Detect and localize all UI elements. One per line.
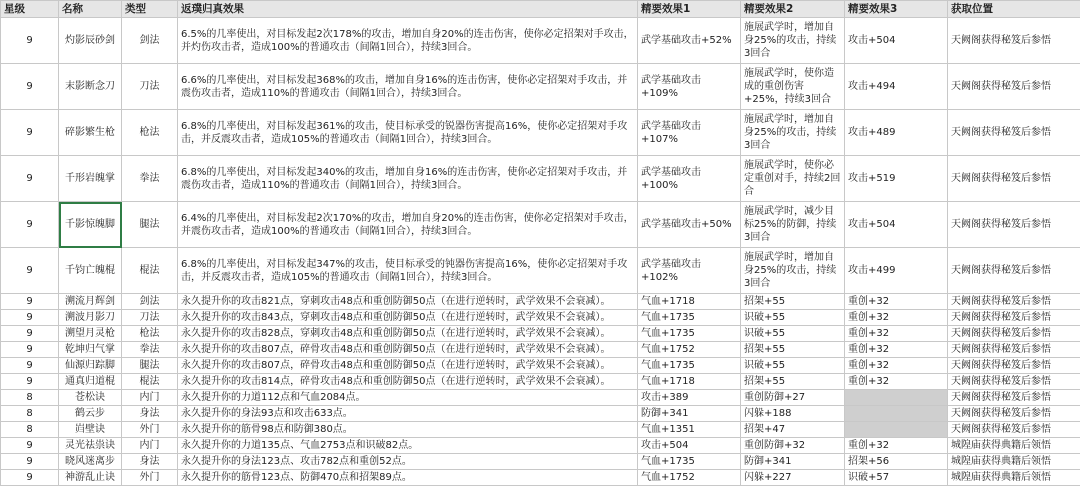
cell-e3[interactable]: 攻击+494 — [845, 64, 948, 110]
cell-location[interactable]: 城隍庙获得典籍后领悟 — [948, 454, 1080, 470]
cell-e3[interactable]: 重创+32 — [845, 342, 948, 358]
cell-e2[interactable]: 施展武学时，使你必定重创对手，持续2回合 — [741, 156, 845, 202]
cell-name[interactable]: 溯波月影刀 — [59, 310, 122, 326]
cell-effect[interactable]: 永久提升你的筋骨98点和防御380点。 — [178, 422, 638, 438]
cell-e1[interactable]: 气血+1735 — [638, 358, 741, 374]
cell-star[interactable]: 9 — [1, 470, 59, 486]
cell-name[interactable]: 乾坤归气掌 — [59, 342, 122, 358]
cell-e3[interactable]: 重创+32 — [845, 438, 948, 454]
table-row — [1, 310, 1080, 326]
cell-e2[interactable]: 识破+55 — [741, 310, 845, 326]
cell-effect[interactable]: 永久提升你的攻击814点，碎骨攻击48点和重创防御50点（在进行逆转时，武学效果不会衰减）。 — [178, 374, 638, 390]
header-effect[interactable]: 返璞归真效果 — [178, 1, 638, 18]
cell-name[interactable]: 溯流月辉剑 — [59, 294, 122, 310]
cell-e1[interactable]: 防御+341 — [638, 406, 741, 422]
cell-name[interactable]: 岿壁诀 — [59, 422, 122, 438]
cell-location[interactable]: 天阙阁获得秘笈后参悟 — [948, 202, 1080, 248]
cell-e1[interactable]: 武学基础攻击+102% — [638, 248, 741, 294]
cell-effect[interactable]: 永久提升你的筋骨123点、防御470点和招架89点。 — [178, 470, 638, 486]
cell-e1[interactable]: 气血+1752 — [638, 470, 741, 486]
cell-e3[interactable] — [845, 422, 948, 438]
cell-name[interactable]: 碎影繁生枪 — [59, 110, 122, 156]
cell-name[interactable]: 鹤云步 — [59, 406, 122, 422]
cell-star[interactable]: 9 — [1, 438, 59, 454]
cell-type[interactable]: 外门 — [122, 470, 178, 486]
cell-name[interactable]: 灼影辰砂剑 — [59, 18, 122, 64]
cell-effect[interactable]: 6.4%的几率使出，对目标发起2次170%的攻击，增加自身20%的连击伤害，使你必定招架对手攻击，并震伤攻击者，造成100%的普通攻击（间隔1回合），持续3回合。 — [178, 202, 638, 248]
cell-e1[interactable]: 气血+1735 — [638, 310, 741, 326]
cell-e2[interactable]: 防御+341 — [741, 454, 845, 470]
cell-type[interactable]: 枪法 — [122, 110, 178, 156]
cell-star[interactable]: 9 — [1, 326, 59, 342]
cell-e3[interactable]: 攻击+504 — [845, 202, 948, 248]
cell-type[interactable]: 枪法 — [122, 326, 178, 342]
cell-location[interactable]: 天阙阁获得秘笈后参悟 — [948, 358, 1080, 374]
cell-name[interactable]: 苍松诀 — [59, 390, 122, 406]
cell-star[interactable]: 9 — [1, 248, 59, 294]
cell-location[interactable]: 天阙阁获得秘笈后参悟 — [948, 18, 1080, 64]
cell-e3[interactable]: 攻击+504 — [845, 18, 948, 64]
cell-name[interactable]: 仙源归踪脚 — [59, 358, 122, 374]
cell-e1[interactable]: 攻击+389 — [638, 390, 741, 406]
cell-e3[interactable]: 攻击+499 — [845, 248, 948, 294]
cell-e3[interactable] — [845, 406, 948, 422]
cell-location[interactable]: 城隍庙获得典籍后领悟 — [948, 470, 1080, 486]
cell-e3[interactable]: 攻击+489 — [845, 110, 948, 156]
cell-e2[interactable]: 施展武学时，增加自身25%的攻击，持续3回合 — [741, 110, 845, 156]
table-row — [1, 470, 1080, 486]
cell-star[interactable]: 8 — [1, 422, 59, 438]
cell-location[interactable]: 天阙阁获得秘笈后参悟 — [948, 390, 1080, 406]
cell-location[interactable]: 天阙阁获得秘笈后参悟 — [948, 422, 1080, 438]
table-row — [1, 406, 1080, 422]
cell-e1[interactable]: 气血+1351 — [638, 422, 741, 438]
table-row — [1, 374, 1080, 390]
cell-effect[interactable]: 永久提升你的力道135点、气血2753点和识破82点。 — [178, 438, 638, 454]
cell-location[interactable]: 城隍庙获得典籍后领悟 — [948, 438, 1080, 454]
cell-e2[interactable]: 招架+47 — [741, 422, 845, 438]
cell-effect[interactable]: 永久提升你的攻击843点，穿刺攻击48点和重创防御50点（在进行逆转时，武学效果不会衰减）。 — [178, 310, 638, 326]
cell-type[interactable]: 剑法 — [122, 294, 178, 310]
cell-e3[interactable]: 重创+32 — [845, 374, 948, 390]
cell-e1[interactable]: 武学基础攻击+100% — [638, 156, 741, 202]
cell-type[interactable]: 刀法 — [122, 310, 178, 326]
cell-e2[interactable]: 招架+55 — [741, 294, 845, 310]
cell-name[interactable]: 灵光祛祟诀 — [59, 438, 122, 454]
cell-type[interactable]: 剑法 — [122, 18, 178, 64]
cell-name[interactable]: 千钧亡魄棍 — [59, 248, 122, 294]
cell-e1[interactable]: 气血+1735 — [638, 326, 741, 342]
cell-effect[interactable]: 永久提升你的攻击821点，穿刺攻击48点和重创防御50点（在进行逆转时，武学效果不会衰减）。 — [178, 294, 638, 310]
cell-e2[interactable]: 施展武学时，减少目标25%的防御，持续3回合 — [741, 202, 845, 248]
cell-type[interactable]: 腿法 — [122, 358, 178, 374]
cell-e1[interactable]: 武学基础攻击+107% — [638, 110, 741, 156]
cell-type[interactable]: 身法 — [122, 406, 178, 422]
table-row — [1, 202, 1080, 248]
cell-e2[interactable]: 施展武学时，增加自身25%的攻击，持续3回合 — [741, 248, 845, 294]
cell-e1[interactable]: 攻击+504 — [638, 438, 741, 454]
table-row — [1, 390, 1080, 406]
cell-location[interactable]: 天阙阁获得秘笈后参悟 — [948, 64, 1080, 110]
cell-effect[interactable]: 永久提升你的攻击828点，穿刺攻击48点和重创防御50点（在进行逆转时，武学效果不会衰减）。 — [178, 326, 638, 342]
cell-effect[interactable]: 永久提升你的攻击807点，碎骨攻击48点和重创防御50点（在进行逆转时，武学效果不会衰减）。 — [178, 342, 638, 358]
cell-e1[interactable]: 武学基础攻击+50% — [638, 202, 741, 248]
cell-effect[interactable]: 永久提升你的力道112点和气血2084点。 — [178, 390, 638, 406]
table-row — [1, 18, 1080, 64]
cell-name[interactable]: 末影断念刀 — [59, 64, 122, 110]
table-row — [1, 342, 1080, 358]
cell-e3[interactable]: 重创+32 — [845, 358, 948, 374]
table-row — [1, 64, 1080, 110]
header-type[interactable]: 类型 — [122, 1, 178, 18]
cell-e3[interactable]: 招架+56 — [845, 454, 948, 470]
table-row — [1, 156, 1080, 202]
cell-e3[interactable]: 识破+57 — [845, 470, 948, 486]
header-location[interactable]: 获取位置 — [948, 1, 1080, 18]
cell-name[interactable]: 千影惊魄脚 — [59, 202, 122, 248]
cell-e2[interactable]: 重创防御+32 — [741, 438, 845, 454]
cell-effect[interactable]: 永久提升你的身法123点、攻击782点和重创52点。 — [178, 454, 638, 470]
cell-effect[interactable]: 6.8%的几率使出，对目标发起347%的攻击，使目标承受的钝器伤害提高16%，使你必定招架对手攻击，并反震攻击者，造成105%的普通攻击（间隔1回合），持续3回合。 — [178, 248, 638, 294]
cell-star[interactable]: 9 — [1, 454, 59, 470]
cell-star[interactable]: 9 — [1, 342, 59, 358]
cell-e3[interactable]: 重创+32 — [845, 326, 948, 342]
cell-effect[interactable]: 6.6%的几率使出，对目标发起368%的攻击，增加自身16%的连击伤害，使你必定招架对手攻击，并震伤攻击者，造成110%的普通攻击（间隔1回合），持续3回合。 — [178, 64, 638, 110]
table-row — [1, 326, 1080, 342]
table-row — [1, 454, 1080, 470]
table-row — [1, 422, 1080, 438]
cell-name[interactable]: 通真归道棍 — [59, 374, 122, 390]
cell-location[interactable]: 天阙阁获得秘笈后参悟 — [948, 294, 1080, 310]
cell-e2[interactable]: 招架+55 — [741, 374, 845, 390]
cell-e1[interactable]: 气血+1718 — [638, 294, 741, 310]
cell-e2[interactable]: 识破+55 — [741, 326, 845, 342]
cell-star[interactable]: 9 — [1, 110, 59, 156]
cell-name[interactable]: 溯望月灵枪 — [59, 326, 122, 342]
header-name[interactable]: 名称 — [59, 1, 122, 18]
cell-type[interactable]: 棍法 — [122, 248, 178, 294]
cell-e2[interactable]: 识破+55 — [741, 358, 845, 374]
cell-location[interactable]: 天阙阁获得秘笈后参悟 — [948, 406, 1080, 422]
table-row — [1, 438, 1080, 454]
cell-type[interactable]: 刀法 — [122, 64, 178, 110]
cell-e2[interactable]: 施展武学时，使你造成的重创伤害+25%，持续3回合 — [741, 64, 845, 110]
cell-star[interactable]: 8 — [1, 390, 59, 406]
cell-name[interactable]: 千形岩魄掌 — [59, 156, 122, 202]
header-e1[interactable]: 精要效果1 — [638, 1, 741, 18]
cell-e1[interactable]: 气血+1735 — [638, 454, 741, 470]
cell-type[interactable]: 腿法 — [122, 202, 178, 248]
cell-e1[interactable]: 气血+1752 — [638, 342, 741, 358]
cell-star[interactable]: 8 — [1, 406, 59, 422]
cell-location[interactable]: 天阙阁获得秘笈后参悟 — [948, 310, 1080, 326]
header-row — [1, 1, 1080, 18]
cell-star[interactable]: 9 — [1, 64, 59, 110]
table-row — [1, 358, 1080, 374]
cell-e3[interactable]: 攻击+519 — [845, 156, 948, 202]
cell-e1[interactable]: 武学基础攻击+109% — [638, 64, 741, 110]
cell-type[interactable]: 拳法 — [122, 342, 178, 358]
cell-effect[interactable]: 6.8%的几率使出，对目标发起361%的攻击，使目标承受的锐器伤害提高16%，使你必定招架对手攻击，并反震攻击者，造成105%的普通攻击（间隔1回合），持续3回合。 — [178, 110, 638, 156]
cell-location[interactable]: 天阙阁获得秘笈后参悟 — [948, 342, 1080, 358]
cell-effect[interactable]: 永久提升你的身法93点和攻击633点。 — [178, 406, 638, 422]
cell-location[interactable]: 天阙阁获得秘笈后参悟 — [948, 110, 1080, 156]
cell-name[interactable]: 晓风迷离步 — [59, 454, 122, 470]
cell-star[interactable]: 9 — [1, 156, 59, 202]
cell-e2[interactable]: 闪躲+227 — [741, 470, 845, 486]
cell-e2[interactable]: 招架+55 — [741, 342, 845, 358]
cell-star[interactable]: 9 — [1, 294, 59, 310]
table-row — [1, 248, 1080, 294]
cell-location[interactable]: 天阙阁获得秘笈后参悟 — [948, 374, 1080, 390]
table-row — [1, 294, 1080, 310]
cell-star[interactable]: 9 — [1, 202, 59, 248]
cell-type[interactable]: 拳法 — [122, 156, 178, 202]
cell-type[interactable]: 身法 — [122, 454, 178, 470]
cell-e3[interactable] — [845, 390, 948, 406]
cell-type[interactable]: 外门 — [122, 422, 178, 438]
header-star[interactable]: 星级 — [1, 1, 59, 18]
cell-type[interactable]: 内门 — [122, 438, 178, 454]
header-e3[interactable]: 精要效果3 — [845, 1, 948, 18]
cell-e1[interactable]: 气血+1718 — [638, 374, 741, 390]
cell-e2[interactable]: 施展武学时，增加自身25%的攻击，持续3回合 — [741, 18, 845, 64]
cell-effect[interactable]: 永久提升你的攻击807点，碎骨攻击48点和重创防御50点（在进行逆转时，武学效果不会衰减）。 — [178, 358, 638, 374]
header-e2[interactable]: 精要效果2 — [741, 1, 845, 18]
table-row — [1, 110, 1080, 156]
cell-effect[interactable]: 6.5%的几率使出，对目标发起2次178%的攻击，增加自身20%的连击伤害，使你必定招架对手攻击，并灼伤攻击者，造成100%的普通攻击（间隔1回合），持续3回合。 — [178, 18, 638, 64]
cell-e2[interactable]: 闪躲+188 — [741, 406, 845, 422]
cell-effect[interactable]: 6.8%的几率使出，对目标发起340%的攻击，增加自身16%的连击伤害，使你必定招架对手攻击，并震伤攻击者，造成110%的普通攻击（间隔1回合），持续3回合。 — [178, 156, 638, 202]
cell-e3[interactable]: 重创+32 — [845, 294, 948, 310]
cell-e3[interactable]: 重创+32 — [845, 310, 948, 326]
cell-location[interactable]: 天阙阁获得秘笈后参悟 — [948, 326, 1080, 342]
cell-type[interactable]: 棍法 — [122, 374, 178, 390]
cell-location[interactable]: 天阙阁获得秘笈后参悟 — [948, 156, 1080, 202]
cell-e1[interactable]: 武学基础攻击+52% — [638, 18, 741, 64]
cell-star[interactable]: 9 — [1, 374, 59, 390]
cell-type[interactable]: 内门 — [122, 390, 178, 406]
cell-location[interactable]: 天阙阁获得秘笈后参悟 — [948, 248, 1080, 294]
cell-name[interactable]: 神游乱止诀 — [59, 470, 122, 486]
cell-star[interactable]: 9 — [1, 310, 59, 326]
cell-e2[interactable]: 重创防御+27 — [741, 390, 845, 406]
cell-star[interactable]: 9 — [1, 18, 59, 64]
cell-star[interactable]: 9 — [1, 358, 59, 374]
